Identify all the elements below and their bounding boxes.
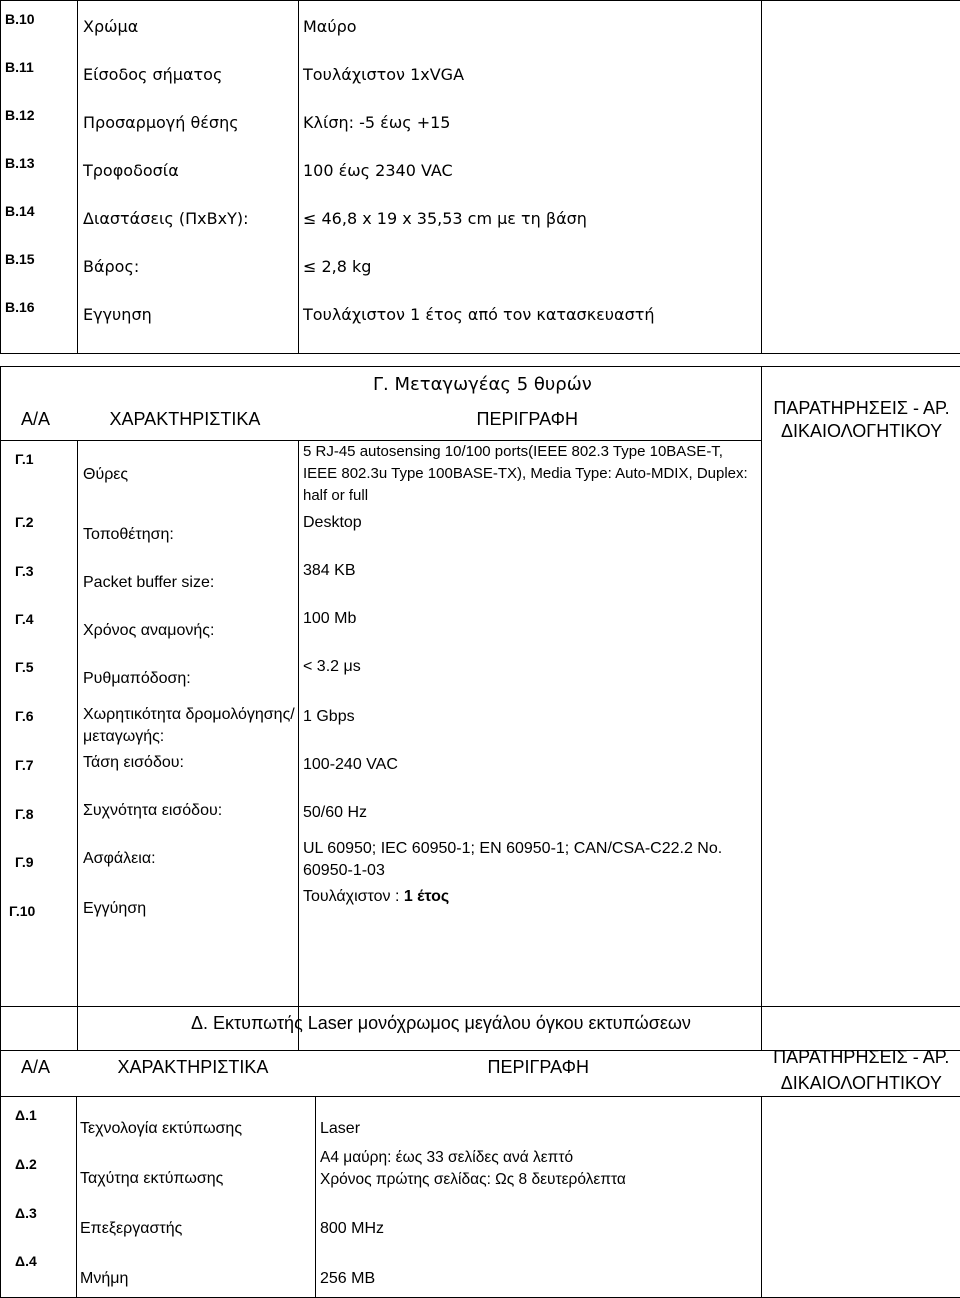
- row-id: Δ.1: [15, 1107, 76, 1156]
- row-id: Δ.4: [15, 1253, 76, 1275]
- description-column: [299, 441, 762, 1051]
- notes-cell: [762, 1, 960, 354]
- feature-column: [77, 1097, 316, 1298]
- row-id: Β.12: [5, 106, 77, 154]
- id-column: [1, 441, 78, 1051]
- row-id: Β.11: [5, 58, 77, 106]
- description-value: 5 RJ-45 autosensing 10/100 ports(IEEE 802.3 Type 10BASE-T, IEEE 802.3u Type 100BASE-TX), Media Type: Auto-MDIX, Duplex: half or full: [303, 441, 753, 512]
- row-id: Δ.2: [15, 1156, 76, 1205]
- row-id: Δ.3: [15, 1205, 76, 1253]
- description-value: UL 60950; IEC 60950-1; EN 60950-1; CAN/CSA-C22.2 No. 60950-1-03: [303, 838, 748, 886]
- description-value: Τουλάχιστον 1xVGA: [303, 65, 761, 113]
- header-description: ΠΕΡΙΓΡΑΦΗ: [316, 1041, 762, 1078]
- section-c-table: [0, 366, 960, 1051]
- row-id: Γ.10: [5, 903, 77, 925]
- description-value: 100 Mb: [303, 608, 761, 656]
- row-id: Β.14: [5, 202, 77, 250]
- description-value: [320, 1147, 761, 1218]
- section-b: [0, 0, 960, 354]
- row-id: Γ.4: [5, 611, 77, 659]
- description-line: Χρόνος πρώτης σελίδας: Ως 8 δευτερόλεπτα: [320, 1169, 761, 1191]
- section-d-table: [0, 1006, 960, 1298]
- row-id: Β.13: [5, 154, 77, 202]
- feature-label: Τάση εισόδου:: [83, 752, 298, 800]
- table-row: [1, 1097, 960, 1298]
- feature-label: Τροφοδοσία: [83, 161, 298, 209]
- description-value: ≤ 46,8 x 19 x 35,53 cm με τη βάση: [303, 209, 761, 257]
- description-value: 384 KB: [303, 560, 761, 608]
- feature-label: Ασφάλεια:: [83, 848, 298, 898]
- row-id: Β.16: [5, 298, 77, 346]
- feature-label: Εγγύηση: [83, 898, 298, 920]
- feature-label: Συχνότητα εισόδου:: [83, 800, 298, 848]
- feature-label: Χρώμα: [83, 17, 298, 65]
- section-title: Δ. Εκτυπωτής Laser μονόχρωμος μεγάλου όγκου εκτυπώσεων: [1, 1007, 960, 1034]
- description-line: A4 μαύρη: έως 33 σελίδες ανά λεπτό: [320, 1147, 761, 1169]
- description-value: 256 MB: [320, 1268, 761, 1290]
- header-id: Α/Α: [1, 403, 78, 430]
- row-id: Γ.9: [5, 854, 77, 903]
- feature-label: Προσαρμογή θέσης: [83, 113, 298, 161]
- description-value: Μαύρο: [303, 17, 761, 65]
- warranty-prefix: Τουλάχιστον :: [303, 888, 404, 905]
- feature-label: Εγγυηση: [83, 305, 298, 353]
- row-id: Γ.5: [5, 659, 77, 708]
- warranty-duration: 1 έτος: [404, 888, 449, 905]
- feature-label: Ρυθμαπόδοση:: [83, 668, 298, 704]
- feature-column: [78, 441, 299, 1051]
- row-id: Γ.7: [5, 757, 77, 806]
- row-id: Γ.8: [5, 806, 77, 854]
- header-description: ΠΕΡΙΓΡΑΦΗ: [299, 403, 762, 430]
- notes-cell: [762, 1097, 960, 1298]
- feature-label: Τεχνολογία εκτύπωσης: [80, 1118, 315, 1168]
- header-row: [1, 1041, 960, 1097]
- row-id: Γ.3: [5, 563, 77, 611]
- feature-label: Χρόνος αναμονής:: [83, 620, 298, 668]
- header-notes: ΠΑΡΑΤΗΡΗΣΕΙΣ - ΑΡ. ΔΙΚΑΙΟΛΟΓΗΤΙΚΟΥ: [762, 397, 960, 443]
- feature-label: Είσοδος σήματος: [83, 65, 298, 113]
- feature-label: Βάρος:: [83, 257, 298, 305]
- feature-label: Ταχύτηα εκτύπωσης: [80, 1168, 315, 1218]
- feature-label: Packet buffer size:: [83, 572, 298, 620]
- feature-label: Τοποθέτηση:: [83, 524, 298, 572]
- row-id: Β.10: [5, 10, 77, 58]
- feature-column: [78, 1, 299, 354]
- section-d: [0, 1006, 960, 1298]
- feature-label: Θύρες: [83, 464, 298, 524]
- row-id: Γ.6: [5, 708, 77, 757]
- row-id: Β.15: [5, 250, 77, 298]
- header-notes: ΠΑΡΑΤΗΡΗΣΕΙΣ - ΑΡ. ΔΙΚΑΙΟΛΟΓΗΤΙΚΟΥ: [762, 1041, 960, 1096]
- description-column: [299, 1, 762, 354]
- description-value: 800 MHz: [320, 1218, 761, 1268]
- section-b-table: [0, 0, 960, 354]
- table-row: [1, 1, 960, 354]
- description-value: 100 έως 2340 VAC: [303, 161, 761, 209]
- description-value: ≤ 2,8 kg: [303, 257, 761, 305]
- description-value: 100-240 VAC: [303, 754, 761, 802]
- header-feature: ΧΑΡΑΚΤΗΡΙΣΤΙΚΑ: [78, 403, 299, 430]
- feature-label: Χωρητικότητα δρομολόγησης/μεταγωγής:: [83, 704, 298, 752]
- header-id: Α/Α: [1, 1041, 77, 1078]
- feature-label: Επεξεργαστής: [80, 1218, 315, 1268]
- description-value: 50/60 Hz: [303, 802, 761, 838]
- description-value: Laser: [320, 1118, 761, 1147]
- title-row: [1, 1007, 960, 1041]
- row-id: Γ.1: [5, 451, 77, 514]
- header-row: [1, 403, 960, 441]
- description-value: < 3.2 μs: [303, 656, 761, 706]
- description-value: Τουλάχιστον 1 έτος από τον κατασκευαστή: [303, 305, 761, 353]
- feature-label: Διαστάσεις (ΠxΒxΥ):: [83, 209, 298, 257]
- header-feature: ΧΑΡΑΚΤΗΡΙΣΤΙΚΑ: [77, 1041, 316, 1078]
- id-column: [1, 1097, 77, 1298]
- feature-label: Μνήμη: [80, 1268, 315, 1290]
- description-value: [303, 886, 761, 908]
- description-value: Κλίση: -5 έως +15: [303, 113, 761, 161]
- row-id: Γ.2: [5, 514, 77, 563]
- description-column: [316, 1097, 762, 1298]
- section-c: [0, 366, 960, 1051]
- id-column: [1, 1, 78, 354]
- section-title: Γ. Μεταγωγέας 5 θυρών: [1, 367, 761, 395]
- description-value: Desktop: [303, 512, 761, 560]
- description-value: 1 Gbps: [303, 706, 761, 754]
